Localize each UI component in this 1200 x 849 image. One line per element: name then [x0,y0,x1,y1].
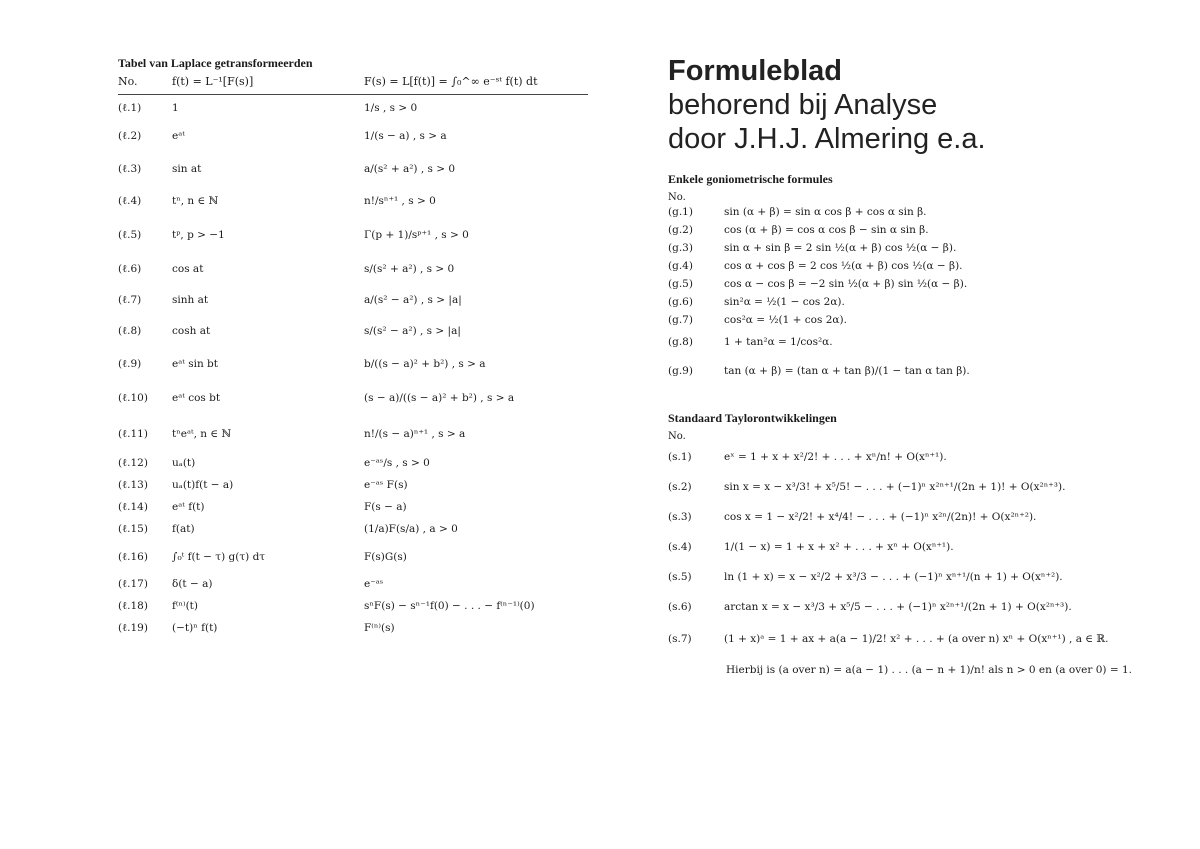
formula-no: (g.5) [668,278,693,290]
row-F: sⁿF(s) − sⁿ⁻¹f(0) − . . . − f⁽ⁿ⁻¹⁾(0) [364,599,535,612]
row-f: eᵃᵗ cos bt [172,391,221,404]
gonio-list [668,203,1168,387]
row-F: e⁻ᵃˢ/s , s > 0 [364,457,430,469]
row-no: (ℓ.4) [118,195,142,207]
row-no: (ℓ.19) [118,622,148,634]
header-F: F(s) = L[f(t)] = ∫₀^∞ e⁻ˢᵗ f(t) dt [364,75,538,88]
row-F: s/(s² − a²) , s > |a| [364,325,461,337]
row-F: a/(s² − a²) , s > |a| [364,293,462,306]
row-no: (ℓ.8) [118,325,142,337]
formula-text: 1 + tan²α = 1/cos²α. [724,336,833,348]
formula-text: sin α + sin β = 2 sin ½(α + β) cos ½(α − β). [724,242,957,254]
row-F: (1/a)F(s/a) , a > 0 [364,523,458,535]
laplace-table-header [118,75,588,95]
laplace-row [118,95,588,120]
laplace-table-title: Tabel van Laplace getransformeerden [118,56,313,70]
laplace-row [118,415,588,452]
formula-no: (s.3) [668,511,692,523]
formula-no: (g.6) [668,296,693,308]
row-no: (ℓ.10) [118,391,148,404]
formula-row [668,329,1168,355]
row-F: a/(s² + a²) , s > 0 [364,162,456,175]
formula-text: sin²α = ½(1 − cos 2α). [724,296,845,308]
laplace-row [118,253,588,284]
row-F: e⁻ᵃˢ F(s) [364,479,408,491]
taylor-section-title: Standaard Taylorontwikkelingen [668,411,837,425]
row-no: (ℓ.9) [118,357,142,370]
row-f: ∫₀ᵗ f(t − τ) g(τ) dτ [172,551,266,563]
formula-no: (g.3) [668,242,693,254]
laplace-row [118,315,588,347]
taylor-list [668,442,1168,656]
row-no: (ℓ.2) [118,130,142,142]
laplace-row [118,347,588,380]
laplace-row [118,452,588,474]
sheet-title: Formuleblad [668,55,843,87]
row-no: (ℓ.6) [118,262,142,275]
formula-row [668,592,1168,622]
gonio-no-header: No. [668,192,686,203]
row-f: f(at) [172,523,195,535]
formula-no: (s.4) [668,541,692,553]
formula-row [668,502,1168,532]
row-F: (s − a)/((s − a)² + b²) , s > a [364,391,515,404]
row-f: 1 [172,101,179,114]
row-f: uₐ(t)f(t − a) [172,479,234,491]
formula-no: (g.1) [668,206,693,218]
row-f: δ(t − a) [172,577,213,590]
row-F: F(s − a) [364,500,407,513]
row-F: s/(s² + a²) , s > 0 [364,262,455,275]
row-no: (ℓ.16) [118,551,148,563]
formula-row [668,311,1168,329]
formula-no: (s.6) [668,601,692,613]
formula-row [668,562,1168,592]
taylor-no-header: No. [668,431,686,442]
row-f: eᵃᵗ [172,130,185,142]
row-F: 1/(s − a) , s > a [364,130,447,142]
row-f: eᵃᵗ sin bt [172,357,218,370]
formula-text: cos²α = ½(1 + cos 2α). [724,314,847,326]
laplace-row [118,617,588,639]
formula-no: (g.7) [668,314,693,326]
header-no: No. [118,75,138,88]
laplace-row [118,496,588,517]
row-F: F⁽ⁿ⁾(s) [364,622,395,634]
formula-row [668,275,1168,293]
formula-row [668,293,1168,311]
sheet-subtitle-2: door J.H.J. Almering e.a. [668,123,986,155]
header-f: f(t) = L⁻¹[F(s)] [172,75,254,88]
row-f: uₐ(t) [172,457,196,469]
formula-text: cos α − cos β = −2 sin ½(α + β) sin ½(α − β). [724,278,968,290]
formula-no: (g.8) [668,336,693,348]
formula-text: cos α + cos β = 2 cos ½(α + β) cos ½(α − β). [724,260,963,272]
formula-text: ln (1 + x) = x − x²/2 + x³/3 − . . . + (−1)ⁿ xⁿ⁺¹/(n + 1) + O(xⁿ⁺²). [724,571,1063,583]
row-no: (ℓ.3) [118,162,142,175]
row-f: tⁿeᵃᵗ, n ∈ ℕ [172,427,232,440]
formula-no: (s.1) [668,451,692,463]
formula-row [668,257,1168,275]
formula-row [668,221,1168,239]
formula-no: (s.2) [668,481,692,493]
row-F: e⁻ᵃˢ [364,577,384,590]
formula-text: eˣ = 1 + x + x²/2! + . . . + xⁿ/n! + O(xⁿ⁺¹). [724,451,947,463]
laplace-row [118,284,588,315]
laplace-row [118,517,588,541]
formula-no: (s.7) [668,633,692,645]
formula-no: (s.5) [668,571,692,583]
row-f: eᵃᵗ f(t) [172,500,205,513]
laplace-row [118,474,588,496]
formula-text: (1 + x)ᵃ = 1 + ax + a(a − 1)/2! x² + . . . + (a over n) xⁿ + O(xⁿ⁺¹) , a ∈ ℝ. [724,633,1109,645]
formula-no: (g.2) [668,224,693,236]
formula-text: cos (α + β) = cos α cos β − sin α sin β. [724,224,929,236]
row-f: tⁿ, n ∈ ℕ [172,195,219,207]
taylor-note: Hierbij is (a over n) = a(a − 1) . . . (a − n + 1)/n! als n > 0 en (a over 0) = 1. [726,664,1132,676]
row-f: (−t)ⁿ f(t) [172,622,218,634]
laplace-row [118,594,588,617]
formula-text: arctan x = x − x³/3 + x⁵/5 − . . . + (−1)ⁿ x²ⁿ⁺¹/(2n + 1) + O(x²ⁿ⁺³). [724,601,1072,613]
laplace-rows [118,95,588,639]
formula-row [668,239,1168,257]
row-no: (ℓ.12) [118,457,148,469]
formula-text: sin x = x − x³/3! + x⁵/5! − . . . + (−1)ⁿ x²ⁿ⁺¹/(2n + 1)! + O(x²ⁿ⁺³). [724,481,1066,493]
formula-sheet [668,54,1168,676]
row-F: n!/sⁿ⁺¹ , s > 0 [364,195,436,207]
row-F: Γ(p + 1)/sᵖ⁺¹ , s > 0 [364,229,469,241]
formula-row [668,203,1168,221]
sheet-subtitle-1: behorend bij Analyse [668,89,938,121]
laplace-row [118,185,588,217]
laplace-row [118,217,588,253]
row-f: cosh at [172,325,211,337]
laplace-row [118,120,588,152]
formula-row [668,442,1168,472]
row-no: (ℓ.5) [118,229,142,241]
gonio-section-title: Enkele goniometrische formules [668,172,833,186]
row-no: (ℓ.15) [118,523,148,535]
row-no: (ℓ.18) [118,599,148,612]
formula-row [668,355,1168,387]
row-f: sinh at [172,293,209,306]
row-no: (ℓ.14) [118,500,148,513]
row-no: (ℓ.11) [118,427,148,440]
row-no: (ℓ.1) [118,101,142,114]
laplace-row [118,573,588,594]
formula-row [668,532,1168,562]
row-f: tᵖ, p > −1 [172,229,225,241]
formula-text: cos x = 1 − x²/2! + x⁴/4! − . . . + (−1)ⁿ x²ⁿ/(2n)! + O(x²ⁿ⁺²). [724,511,1037,523]
laplace-row [118,380,588,415]
row-F: b/((s − a)² + b²) , s > a [364,357,486,370]
row-F: 1/s , s > 0 [364,101,418,114]
row-F: n!/(s − a)ⁿ⁺¹ , s > a [364,427,466,440]
formula-text: 1/(1 − x) = 1 + x + x² + . . . + xⁿ + O(xⁿ⁺¹). [724,541,954,553]
formula-row [668,472,1168,502]
laplace-row [118,152,588,185]
formula-row [668,622,1168,656]
formula-text: sin (α + β) = sin α cos β + cos α sin β. [724,206,927,218]
row-f: f⁽ⁿ⁾(t) [172,599,198,612]
formula-text: tan (α + β) = (tan α + tan β)/(1 − tan α tan β). [724,365,970,377]
row-F: F(s)G(s) [364,551,407,563]
formula-no: (g.9) [668,365,693,377]
formula-no: (g.4) [668,260,693,272]
row-f: cos at [172,262,204,275]
laplace-table [118,56,588,639]
row-no: (ℓ.7) [118,293,142,306]
row-no: (ℓ.13) [118,479,148,491]
row-f: sin at [172,162,202,175]
laplace-row [118,541,588,573]
row-no: (ℓ.17) [118,577,148,590]
